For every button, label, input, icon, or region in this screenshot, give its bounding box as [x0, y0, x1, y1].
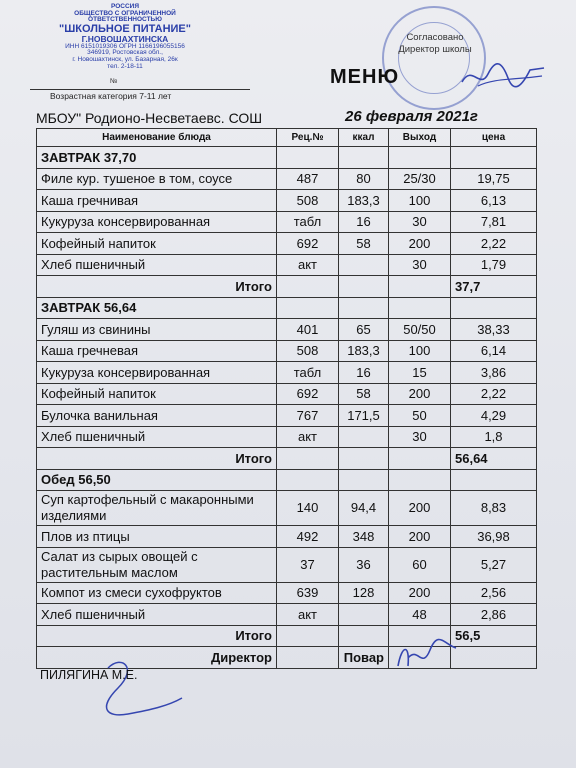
col-header-price: цена — [451, 129, 537, 147]
price-value: 2,22 — [451, 383, 537, 405]
output-value: 50/50 — [389, 319, 451, 341]
price-value: 19,75 — [451, 168, 537, 190]
kcal-value: 183,3 — [339, 340, 389, 362]
stamp-line: тел. 2-18-11 — [107, 62, 143, 70]
table-row — [37, 604, 537, 626]
kcal-value: 80 — [339, 168, 389, 190]
age-category-text: Возрастная категория 7-11 лет — [50, 91, 172, 101]
school-name: МБОУ" Родионо-Несветаевс. СОШ — [36, 110, 263, 126]
table-row — [37, 405, 537, 427]
recipe-number: акт — [277, 426, 339, 448]
recipe-number: 140 — [277, 491, 339, 526]
price-value: 36,98 — [451, 526, 537, 548]
output-value: 15 — [389, 362, 451, 384]
kcal-value — [339, 254, 389, 276]
total-label: Итого — [37, 276, 277, 298]
table-row — [37, 491, 537, 526]
recipe-number: 639 — [277, 582, 339, 604]
dish-name: Каша гречнивая — [37, 190, 277, 212]
recipe-number: 767 — [277, 405, 339, 427]
table-row — [37, 426, 537, 448]
recipe-number: 508 — [277, 340, 339, 362]
section-title: ЗАВТРАК 37,70 — [37, 147, 277, 169]
table-row — [37, 254, 537, 276]
director-label: Директор — [37, 647, 277, 669]
total-value: 37,7 — [451, 276, 537, 298]
kcal-value: 128 — [339, 582, 389, 604]
output-value: 25/30 — [389, 168, 451, 190]
price-value: 4,29 — [451, 405, 537, 427]
recipe-number: 492 — [277, 526, 339, 548]
table-row — [37, 190, 537, 212]
cook-signature — [392, 636, 462, 676]
recipe-number: 401 — [277, 319, 339, 341]
stamp-line: ОБЩЕСТВО С ОГРАНИЧЕННОЙ — [74, 9, 176, 17]
dish-name: Хлеб пшеничный — [37, 254, 277, 276]
table-row — [37, 383, 537, 405]
output-value: 60 — [389, 547, 451, 582]
recipe-number: 508 — [277, 190, 339, 212]
price-value: 2,86 — [451, 604, 537, 626]
stamp-line: г. Новошахтинск, ул. Базарная, 26к — [72, 56, 178, 63]
table-row — [37, 168, 537, 190]
total-value: 56,5 — [451, 625, 537, 647]
recipe-number: акт — [277, 604, 339, 626]
dish-name: Хлеб пшеничный — [37, 604, 277, 626]
table-row — [37, 319, 537, 341]
price-value: 38,33 — [451, 319, 537, 341]
price-value: 7,81 — [451, 211, 537, 233]
kcal-value: 36 — [339, 547, 389, 582]
col-header-kcal: ккал — [339, 129, 389, 147]
dish-name: Суп картофельный с макаронными изделиями — [37, 491, 277, 526]
stamp-line: ОТВЕТСТВЕННОСТЬЮ — [88, 16, 162, 24]
recipe-number: 487 — [277, 168, 339, 190]
age-category — [30, 89, 250, 101]
price-value: 2,56 — [451, 582, 537, 604]
section-row — [37, 147, 537, 169]
company-stamp — [40, 4, 210, 70]
output-value: 48 — [389, 604, 451, 626]
kcal-value: 58 — [339, 383, 389, 405]
price-value: 1,8 — [451, 426, 537, 448]
output-value: 200 — [389, 233, 451, 255]
output-value: 30 — [389, 211, 451, 233]
section-title: ЗАВТРАК 56,64 — [37, 297, 277, 319]
price-value: 3,86 — [451, 362, 537, 384]
dish-name: Салат из сырых овощей с растительным маслом — [37, 547, 277, 582]
output-value: 200 — [389, 383, 451, 405]
stamp-line: 346919, Ростовская обл., — [87, 49, 163, 57]
stamp-line: РОССИЯ — [110, 3, 140, 10]
table-row — [37, 211, 537, 233]
stamp-line: "ШКОЛЬНОЕ ПИТАНИЕ" — [59, 22, 191, 35]
dish-name: Кукуруза консервированная — [37, 211, 277, 233]
kcal-value: 16 — [339, 362, 389, 384]
kcal-value: 171,5 — [339, 405, 389, 427]
dish-name: Филе кур. тушеное в том, соусе — [37, 168, 277, 190]
recipe-number: 692 — [277, 233, 339, 255]
price-value: 5,27 — [451, 547, 537, 582]
kcal-value: 58 — [339, 233, 389, 255]
recipe-number: табл — [277, 211, 339, 233]
kcal-value: 16 — [339, 211, 389, 233]
director-signature-top — [458, 56, 548, 96]
total-row — [37, 448, 537, 470]
total-label: Итого — [37, 448, 277, 470]
menu-title: МЕНЮ — [330, 66, 400, 88]
dish-name: Плов из птицы — [37, 526, 277, 548]
section-row — [37, 297, 537, 319]
col-header-name: Наименование блюда — [37, 129, 277, 147]
price-value: 1,79 — [451, 254, 537, 276]
total-value: 56,64 — [451, 448, 537, 470]
dish-name: Кофейный напиток — [37, 383, 277, 405]
kcal-value: 94,4 — [339, 491, 389, 526]
dish-name: Гуляш из свинины — [37, 319, 277, 341]
output-value: 200 — [389, 491, 451, 526]
table-row — [37, 526, 537, 548]
stamp-line: ИНН 6151019306 ОГРН 1166196055156 — [65, 42, 185, 50]
total-label: Итого — [37, 625, 277, 647]
table-row — [37, 340, 537, 362]
price-value: 8,83 — [451, 491, 537, 526]
menu-date: 26 февраля 2021г — [345, 108, 478, 125]
table-row — [37, 233, 537, 255]
price-value: 2,22 — [451, 233, 537, 255]
dish-name: Кукуруза консервированная — [37, 362, 277, 384]
dish-name: Кофейный напиток — [37, 233, 277, 255]
output-value: 100 — [389, 190, 451, 212]
section-title: Обед 56,50 — [37, 469, 277, 491]
output-value: 30 — [389, 426, 451, 448]
table-row — [37, 362, 537, 384]
kcal-value — [339, 604, 389, 626]
dish-name: Булочка ванильная — [37, 405, 277, 427]
cook-label: Повар — [339, 647, 389, 669]
output-value: 50 — [389, 405, 451, 427]
section-row — [37, 469, 537, 491]
dish-name: Хлеб пшеничный — [37, 426, 277, 448]
output-value: 200 — [389, 582, 451, 604]
recipe-number: табл — [277, 362, 339, 384]
table-header-row — [37, 129, 537, 147]
number-label: № — [110, 78, 118, 85]
kcal-value — [339, 426, 389, 448]
kcal-value: 348 — [339, 526, 389, 548]
output-value: 200 — [389, 526, 451, 548]
output-value: 100 — [389, 340, 451, 362]
price-value: 6,14 — [451, 340, 537, 362]
approval-note: Согласовано Директор школы — [398, 32, 472, 56]
output-value: 30 — [389, 254, 451, 276]
col-header-recipe: Рец.№ — [277, 129, 339, 147]
dish-name: Каша гречневая — [37, 340, 277, 362]
price-value: 6,13 — [451, 190, 537, 212]
total-row — [37, 276, 537, 298]
dish-name: Компот из смеси сухофруктов — [37, 582, 277, 604]
table-row — [37, 547, 537, 582]
menu-table — [36, 128, 537, 669]
table-row — [37, 582, 537, 604]
recipe-number: 692 — [277, 383, 339, 405]
kcal-value: 65 — [339, 319, 389, 341]
kcal-value: 183,3 — [339, 190, 389, 212]
col-header-output: Выход — [389, 129, 451, 147]
recipe-number: акт — [277, 254, 339, 276]
recipe-number: 37 — [277, 547, 339, 582]
director-signature — [98, 648, 188, 728]
director-name: ПИЛЯГИНА М.Е. — [40, 668, 138, 682]
stamp-line: Г.НОВОШАХТИНСКА — [81, 34, 169, 45]
